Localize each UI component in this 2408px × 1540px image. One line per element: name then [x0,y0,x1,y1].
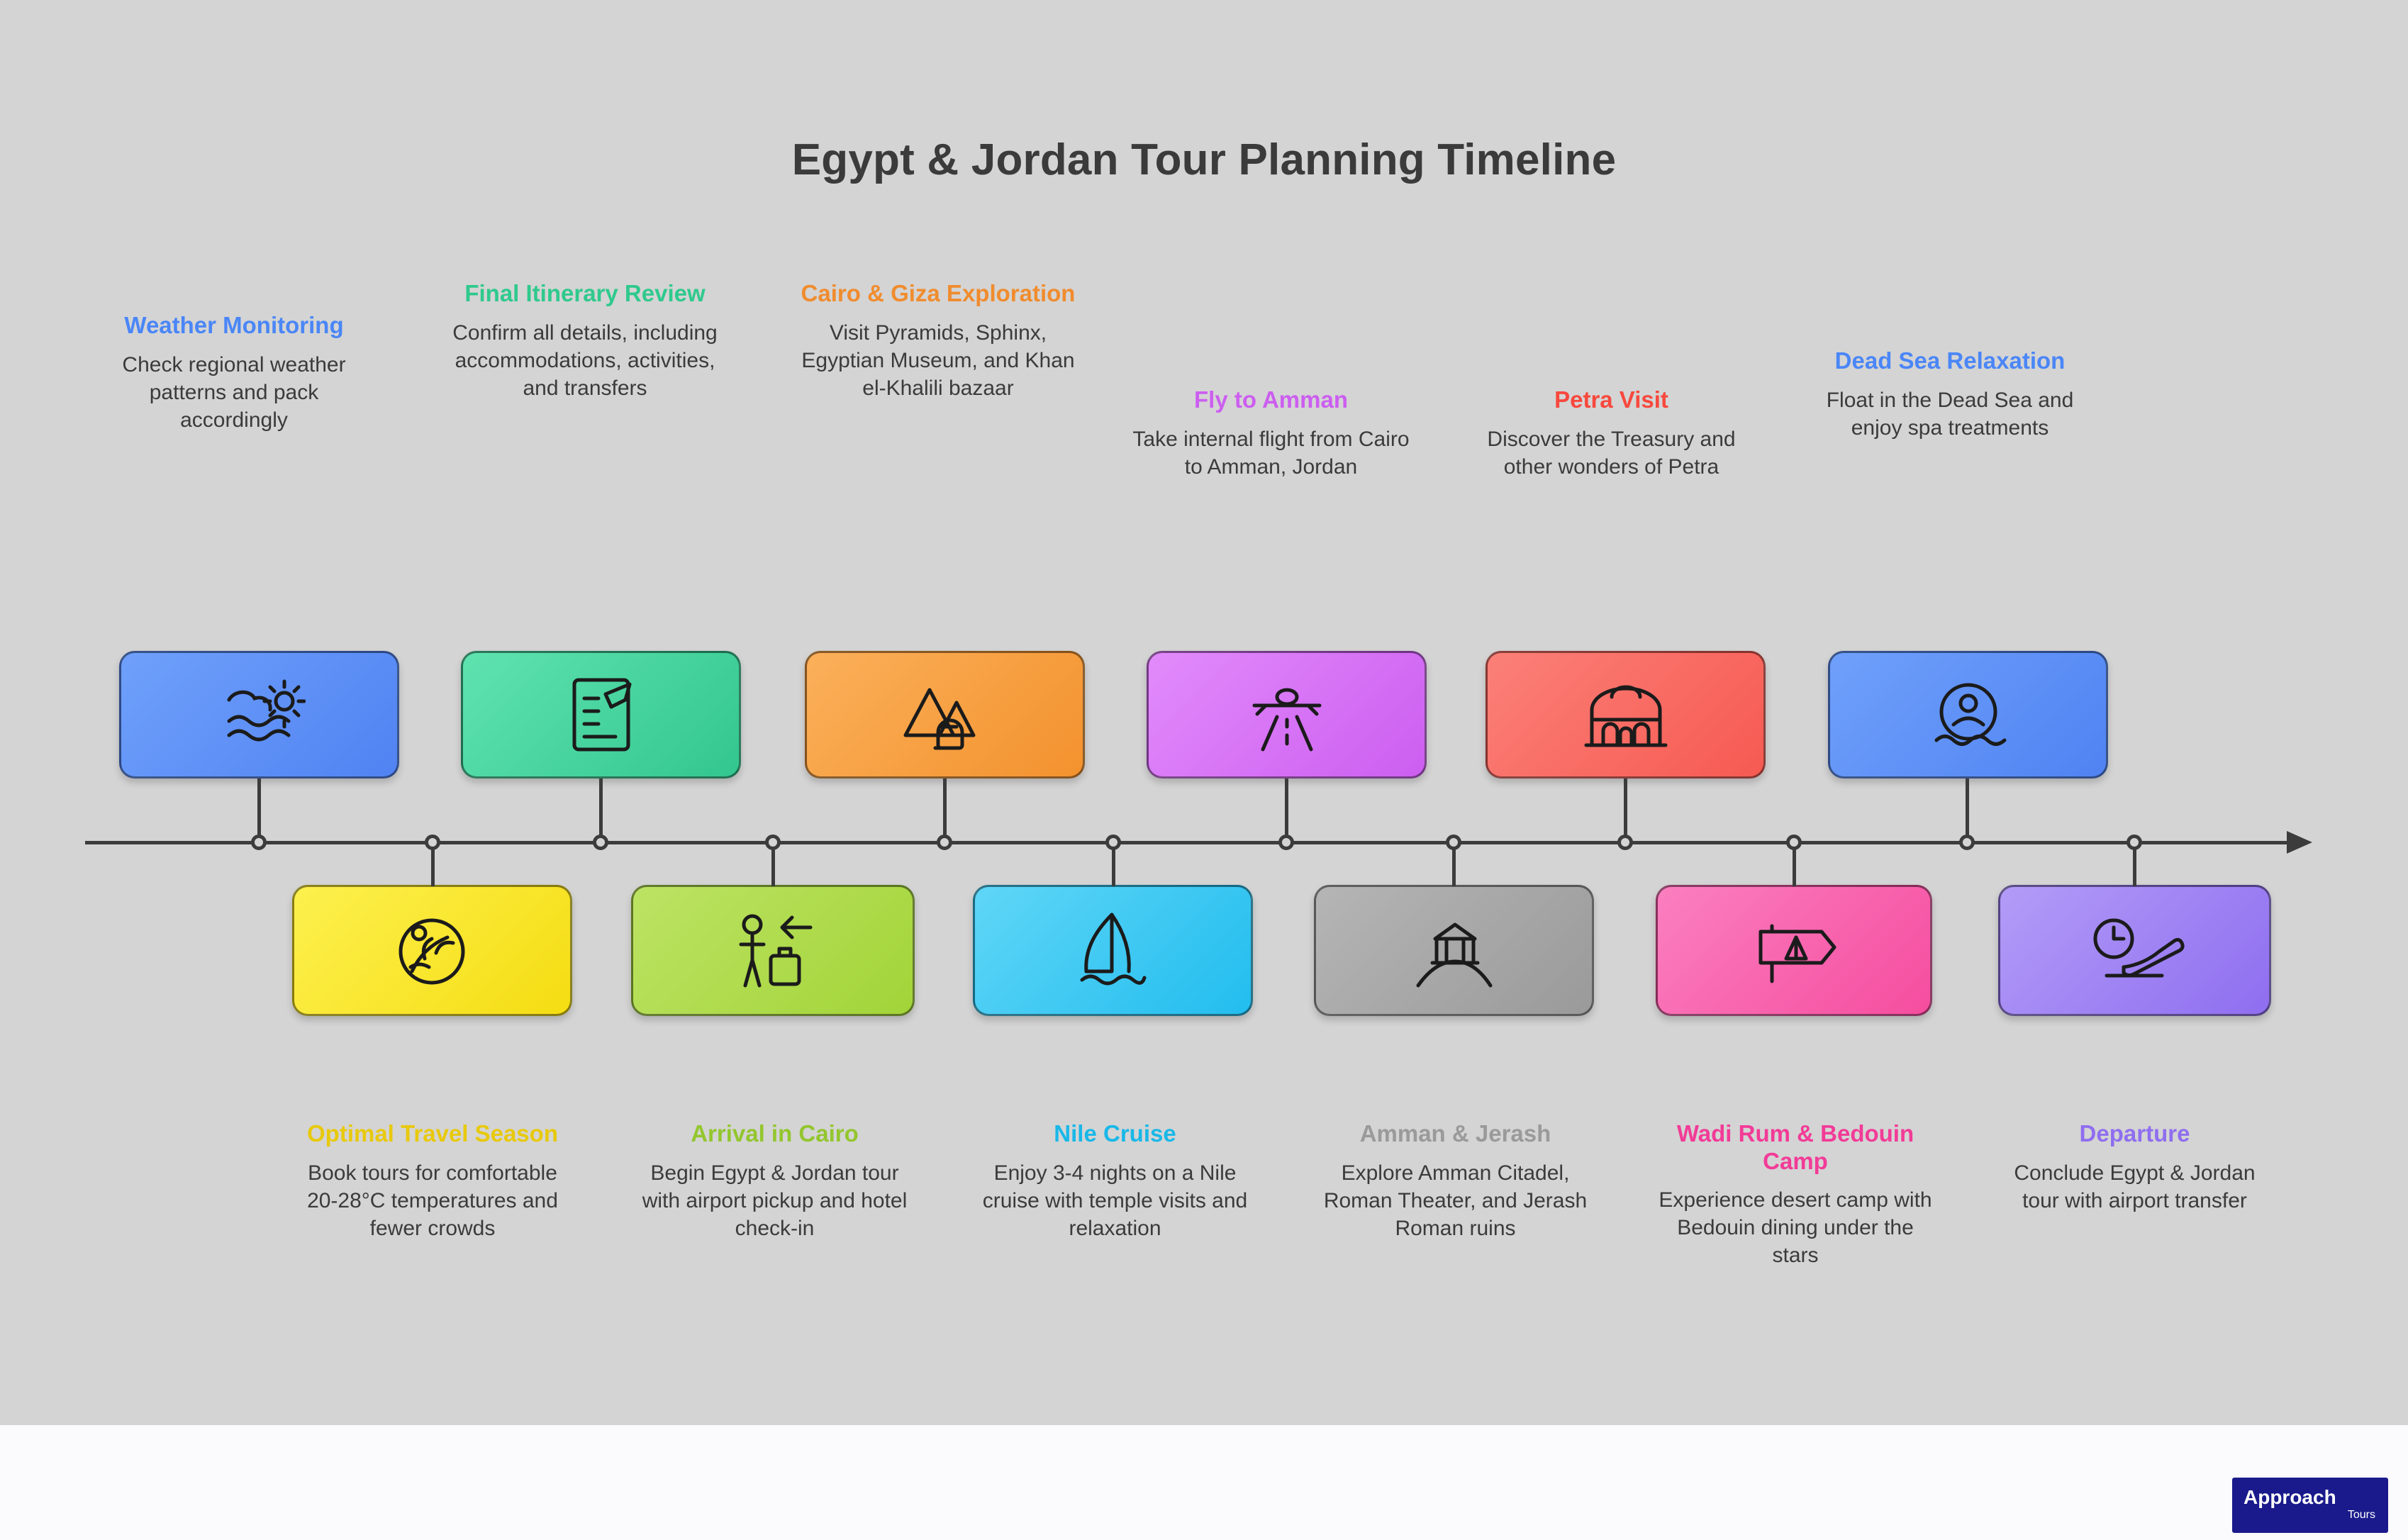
pyramid-sphinx-icon [897,674,993,756]
milestone-text-arrival-in-cairo [638,1120,911,1242]
milestone-description: Conclude Egypt & Jordan tour with airport transfer [2014,1161,2256,1212]
milestone-heading: Optimal Travel Season [307,1120,558,1146]
milestone-description: Experience desert camp with Bedouin dining under the stars [1659,1188,1932,1268]
milestone-description: Discover the Treasury and other wonders of Petra [1487,427,1736,479]
milestone-heading: Amman & Jerash [1359,1120,1551,1146]
milestone-text-cairo-giza-exploration [796,280,1080,402]
desert-camp-sign-icon [1746,913,1842,988]
timeline-node [251,835,267,850]
milestone-heading: Departure [2079,1120,2190,1146]
milestone-text-fly-to-amman [1131,386,1411,481]
milestone-heading: Petra Visit [1554,386,1668,413]
milestone-text-petra-visit [1475,386,1748,481]
milestone-text-optimal-travel-season [298,1120,567,1242]
floating-swimmer-icon [1922,675,2014,754]
milestone-heading: Nile Cruise [1054,1120,1176,1146]
page-title: Egypt & Jordan Tour Planning Timeline [791,135,1617,184]
timeline-node [1278,835,1294,850]
milestone-card-optimal-travel-season[interactable] [292,885,572,1016]
timeline-node [593,835,608,850]
timeline-node [1446,835,1461,850]
milestone-description: Begin Egypt & Jordan tour with airport pickup and hotel check-in [642,1161,908,1240]
milestone-card-wadi-rum-bedouin-camp[interactable] [1656,885,1932,1016]
milestone-card-final-itinerary-review[interactable] [461,651,741,779]
timeline-arrow-head [2287,831,2312,854]
milestone-card-arrival-in-cairo[interactable] [631,885,915,1016]
milestone-heading: Fly to Amman [1194,386,1348,413]
milestone-card-cairo-giza-exploration[interactable] [805,651,1085,779]
milestone-card-departure[interactable] [1998,885,2271,1016]
airplane-runway-icon [1237,676,1337,754]
milestone-text-amman-jerash [1319,1120,1592,1242]
petra-treasury-icon [1576,676,1676,754]
logo-secondary-text: Tours [2347,1508,2375,1521]
milestone-heading: Final Itinerary Review [464,280,706,306]
traveler-luggage-icon [727,909,819,993]
milestone-text-departure [1998,1120,2271,1215]
milestone-description: Explore Amman Citadel, Roman Theater, and Jerash Roman ruins [1323,1161,1588,1240]
milestone-text-nile-cruise [979,1120,1252,1242]
milestone-description: Check regional weather patterns and pack accordingly [122,352,346,432]
milestone-heading: Cairo & Giza Exploration [801,280,1076,306]
timeline-node [1959,835,1975,850]
sailboat-icon [1071,909,1156,993]
roman-monument-icon [1408,909,1500,993]
milestone-description: Confirm all details, including accommodations, activities, and transfers [452,320,718,400]
milestone-card-petra-visit[interactable] [1486,651,1766,779]
milestone-heading: Weather Monitoring [124,312,344,338]
milestone-description: Visit Pyramids, Sphinx, Egyptian Museum, and Khan el-Khalili bazaar [801,320,1075,400]
checklist-plane-icon [559,673,644,757]
milestone-card-nile-cruise[interactable] [973,885,1253,1016]
timeline-node [425,835,440,850]
milestone-heading: Wadi Rum & Bedouin Camp [1676,1120,1914,1174]
approach-tours-logo [2232,1478,2388,1533]
logo-primary-text: Approach [2243,1485,2336,1508]
milestone-card-amman-jerash[interactable] [1314,885,1594,1016]
timeline-node [2126,835,2142,850]
milestone-card-weather-monitoring[interactable] [119,651,399,779]
milestone-text-final-itinerary-review [447,280,723,402]
milestone-text-wadi-rum-bedouin-camp [1654,1120,1937,1269]
weather-cloud-sun-icon [213,676,306,754]
season-sun-plant-icon [388,909,476,993]
timeline-axis [85,828,2322,857]
timeline-node [1105,835,1121,850]
milestone-heading: Arrival in Cairo [691,1120,859,1146]
milestone-description: Enjoy 3-4 nights on a Nile cruise with temple visits and relaxation [982,1161,1248,1240]
clock-departure-plane-icon [2085,913,2185,988]
milestone-description: Take internal flight from Cairo to Amman, Jordan [1132,427,1410,479]
timeline-node [937,835,952,850]
milestone-card-fly-to-amman[interactable] [1147,651,1427,779]
timeline-node [1786,835,1802,850]
footer-bar [0,1425,2408,1540]
milestone-text-dead-sea-relaxation [1812,347,2088,442]
milestone-description: Float in the Dead Sea and enjoy spa treatments [1826,388,2074,440]
milestone-heading: Dead Sea Relaxation [1834,347,2066,374]
milestone-text-weather-monitoring [113,312,355,434]
timeline-node [1617,835,1633,850]
timeline-node [765,835,781,850]
milestone-card-dead-sea-relaxation[interactable] [1828,651,2108,779]
milestone-description: Book tours for comfortable 20-28°C temperatures and fewer crowds [307,1161,558,1240]
